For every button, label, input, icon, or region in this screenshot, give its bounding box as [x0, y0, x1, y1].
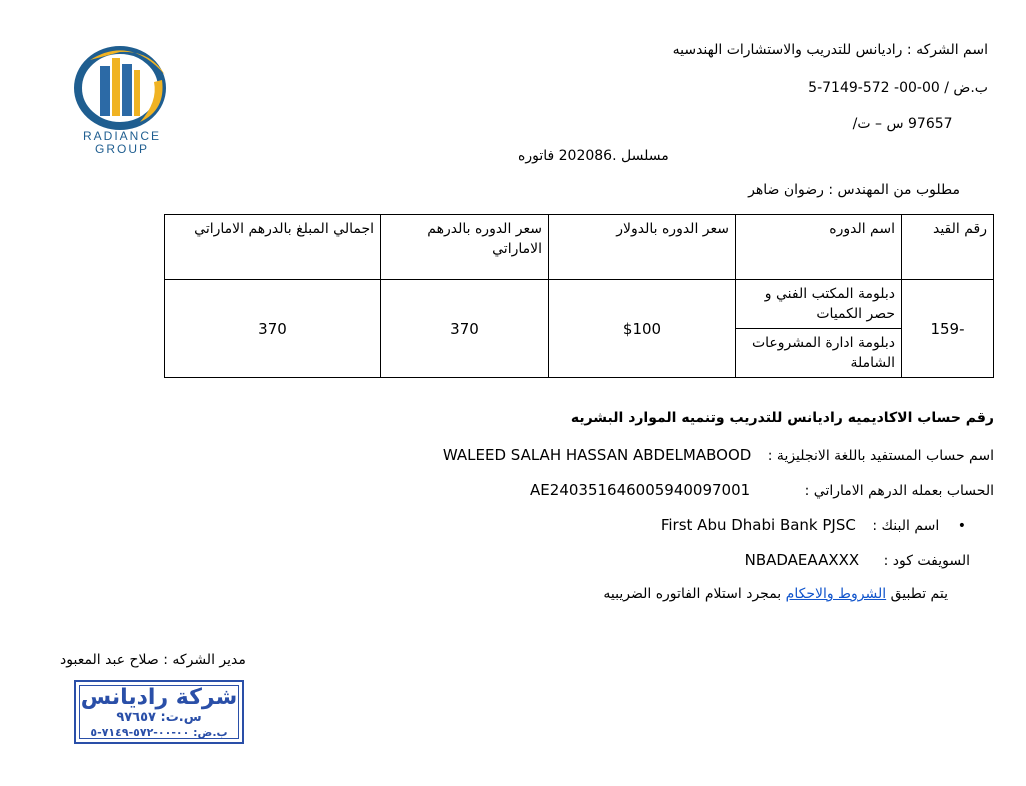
- beneficiary-value: WALEED SALAH HASSAN ABDELMABOOD: [442, 446, 752, 464]
- beneficiary-line: [443, 446, 994, 464]
- iban-value: AE240351646005940097001: [530, 481, 751, 499]
- invoice-table: [164, 214, 994, 378]
- terms-suffix: بمجرد استلام الفاتوره الضريبيه: [603, 586, 782, 602]
- logo-line-2: GROUP: [94, 142, 149, 156]
- cr-label: س – ت/: [852, 116, 904, 132]
- logo-line-1: RADIANCE: [82, 129, 161, 143]
- company-manager: مدير الشركه : صلاح عبد المعبود: [60, 652, 246, 668]
- bank-section-title: رقم حساب الاكاديميه راديانس للتدريب وتنميه الموارد البشريه: [570, 410, 994, 426]
- stamp-line-1: شركة راديانس: [80, 685, 238, 710]
- usd-price: $100: [549, 280, 736, 378]
- cr-number: 97657: [908, 116, 953, 132]
- stamp-line-3: ب.ض: ٠٠-٠٠-٥٧٢-٧١٤٩-٥: [90, 726, 228, 739]
- iban-label: الحساب بعمله الدرهم الاماراتي :: [804, 483, 994, 499]
- bullet-icon: •: [957, 518, 966, 534]
- company-stamp: [74, 680, 244, 744]
- terms-link[interactable]: الشروط والاحكام: [785, 586, 887, 602]
- iban-line: [530, 481, 994, 499]
- header-entry-no: رقم القيد: [902, 215, 994, 280]
- header-course-name: اسم الدوره: [736, 215, 902, 280]
- swift-label: السويفت كود :: [883, 553, 970, 569]
- table-header-row: [165, 215, 994, 280]
- bank-name-line: [661, 516, 966, 534]
- company-name: اسم الشركه : راديانس للتدريب والاستشارات الهندسيه: [672, 42, 988, 58]
- header-total-aed: اجمالي المبلغ بالدرهم الاماراتي: [165, 215, 381, 280]
- serial: مسلسل .202086: [558, 148, 669, 164]
- invoice-label: فاتوره: [518, 148, 555, 164]
- po-box: ب.ض / 00-00- 572-7149-5: [808, 80, 988, 96]
- header-usd-price: سعر الدوره بالدولار: [549, 215, 736, 280]
- invoice-serial-line: [500, 148, 669, 164]
- bank-name-label: اسم البنك :: [872, 518, 940, 534]
- terms-prefix: يتم تطبيق: [890, 586, 948, 602]
- swift-value: NBADAEAAXXX: [744, 551, 860, 569]
- logo-wordmark: [70, 130, 174, 156]
- course-name-1: دبلومة المكتب الفني و حصر الكميات: [736, 280, 902, 329]
- commercial-register: [853, 116, 988, 132]
- total-aed: 370: [165, 280, 381, 378]
- beneficiary-label: اسم حساب المستفيد باللغة الانجليزية :: [767, 448, 994, 464]
- course-name-2: دبلومة ادارة المشروعات الشاملة: [736, 329, 902, 378]
- terms-line: [603, 586, 948, 602]
- stamp-line-2: س.ت: ٩٧٦٥٧: [116, 710, 202, 725]
- swift-line: [745, 551, 970, 569]
- bank-name-value: First Abu Dhabi Bank PJSC: [660, 516, 856, 534]
- entry-no: -159: [902, 280, 994, 378]
- header-aed-price: سعر الدوره بالدرهم الاماراتي: [381, 215, 549, 280]
- table-row: [165, 280, 994, 329]
- requested-from: مطلوب من المهندس : رضوان ضاهر: [748, 182, 960, 198]
- aed-price: 370: [381, 280, 549, 378]
